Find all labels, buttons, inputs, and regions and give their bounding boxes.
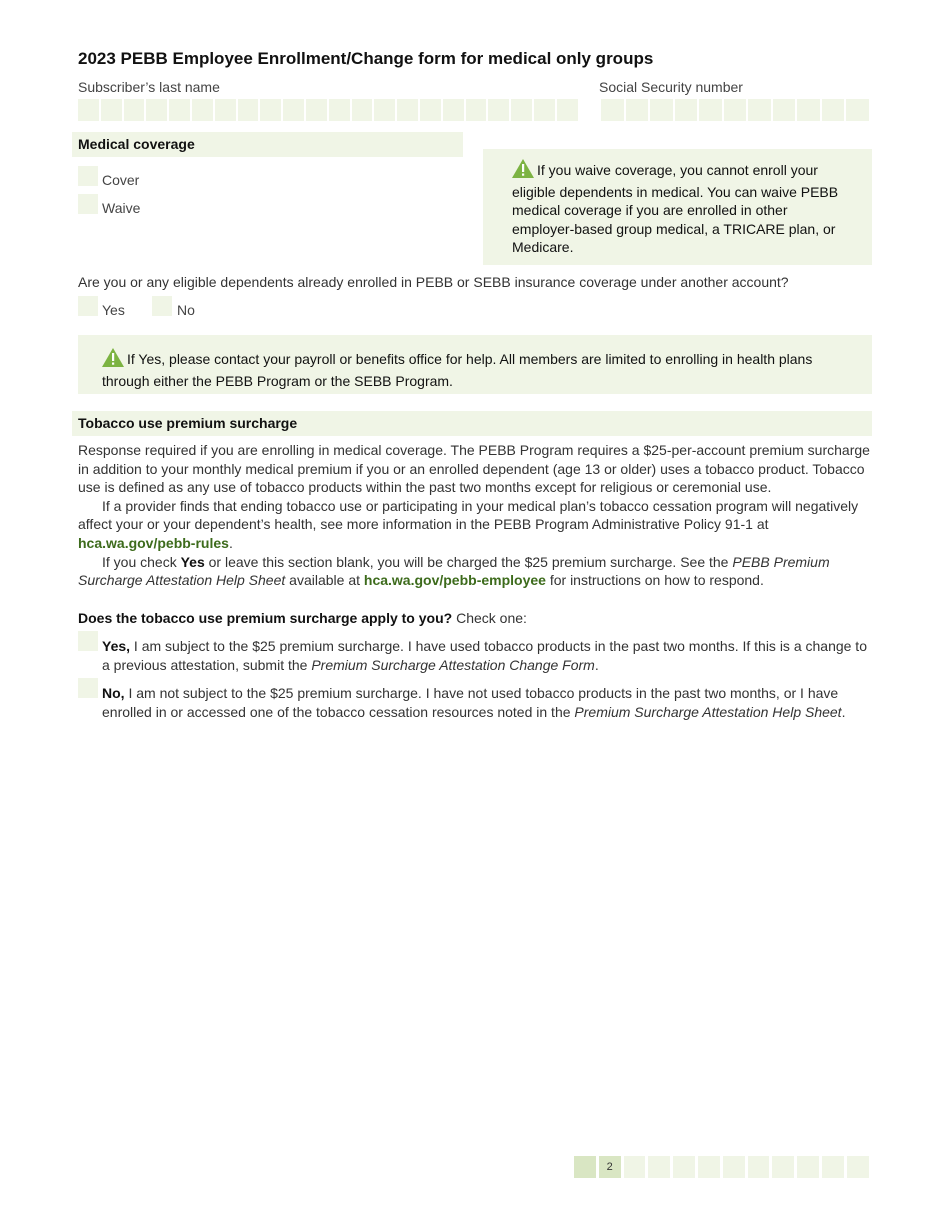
last-name-char-box[interactable] [260, 99, 281, 121]
last-name-label: Subscriber’s last name [78, 79, 220, 95]
surcharge-yes-checkbox[interactable] [78, 631, 98, 651]
page-box [797, 1156, 819, 1178]
tobacco-para-2-text: If a provider finds that ending tobacco use or participating in your medical plan’s tobacco cessation program will negatively affect your or your dependent’s health, see more information in the PEBB Program Administrative Policy 91-1 at [78, 497, 859, 533]
surcharge-no-checkbox[interactable] [78, 678, 98, 698]
last-name-char-box[interactable] [352, 99, 373, 121]
surcharge-yes-end: . [594, 656, 599, 673]
last-name-char-box[interactable] [192, 99, 213, 121]
waive-warning-text: If you waive coverage, you cannot enroll your eligible dependents in medical. You can waive PEBB medical coverage if you are enrolled in other employer-based group medical, a TRICARE plan, or Medicare. [512, 162, 839, 255]
ssn-label: Social Security number [599, 79, 743, 95]
page-box [698, 1156, 720, 1178]
other-account-no-checkbox[interactable] [152, 296, 172, 316]
pebb-employee-link[interactable]: hca.wa.gov/pebb-employee [363, 572, 546, 589]
waive-warning-box [483, 149, 872, 265]
page-box [574, 1156, 596, 1178]
other-account-yes-label: Yes [102, 302, 125, 318]
tobacco-para-2-end: . [228, 534, 233, 551]
surcharge-yes-bold: Yes, [102, 638, 131, 654]
tobacco-description [78, 441, 870, 590]
ssn-digit-box[interactable] [675, 99, 698, 121]
tobacco-para-1: Response required if you are enrolling in medical coverage. The PEBB Program requires a $25-per-account premium surcharge in addition to your monthly medical premium if you or an enrolled dependent (age 13 or older) uses a tobacco product. Tobacco use is defined as any use of tobacco products within the past two months except for religious or ceremonial use. [78, 442, 870, 496]
other-account-warning-text: If Yes, please contact your payroll or benefits office for help. All members are limited to enrolling in health plans through either the PEBB Program or the SEBB Program. [102, 351, 813, 389]
last-name-char-box[interactable] [101, 99, 122, 121]
page-box [624, 1156, 646, 1178]
form-title: 2023 PEBB Employee Enrollment/Change form for medical only groups [78, 49, 654, 68]
surcharge-no-option [102, 684, 872, 721]
tobacco-para-3-yes: Yes [180, 553, 205, 570]
ssn-digit-box[interactable] [748, 99, 771, 121]
surcharge-yes-text: I am subject to the $25 premium surcharge. I have used tobacco products in the past two months. If this is a change to a previous attestation, submit the [102, 638, 867, 673]
help-sheet-title: PEBB Premium Surcharge Attestation Help Sheet [78, 553, 830, 589]
tobacco-para-3-c: available at [285, 572, 364, 589]
surcharge-no-end: . [841, 703, 846, 720]
page-number: 2 [599, 1156, 621, 1178]
last-name-char-box[interactable] [443, 99, 464, 121]
cover-label: Cover [102, 172, 140, 188]
last-name-char-box[interactable] [397, 99, 418, 121]
surcharge-no-bold: No, [102, 685, 125, 701]
surcharge-no-text: I am not subject to the $25 premium surcharge. I have not used tobacco products in the past two months, or I have enrolled in or accessed one of the tobacco cessation resources noted in the [102, 685, 839, 720]
page-box [822, 1156, 844, 1178]
last-name-char-box[interactable] [124, 99, 145, 121]
page-box [673, 1156, 695, 1178]
last-name-char-box[interactable] [557, 99, 578, 121]
last-name-char-box[interactable] [283, 99, 304, 121]
last-name-char-box[interactable] [534, 99, 555, 121]
surcharge-question-rest: Check one: [452, 610, 527, 626]
ssn-digit-box[interactable] [699, 99, 722, 121]
page-box [648, 1156, 670, 1178]
warning-icon [512, 159, 534, 183]
medical-coverage-heading: Medical coverage [72, 132, 463, 157]
page-box [772, 1156, 794, 1178]
last-name-char-box[interactable] [78, 99, 99, 121]
last-name-char-box[interactable] [488, 99, 509, 121]
last-name-char-box[interactable] [306, 99, 327, 121]
cover-checkbox[interactable] [78, 166, 98, 186]
last-name-char-box[interactable] [215, 99, 236, 121]
warning-icon [102, 348, 124, 372]
last-name-char-box[interactable] [238, 99, 259, 121]
tobacco-para-3 [78, 553, 870, 590]
page-box [723, 1156, 745, 1178]
ssn-digit-box[interactable] [601, 99, 624, 121]
last-name-char-box[interactable] [511, 99, 532, 121]
tobacco-para-3-a: If you check [102, 553, 181, 570]
ssn-digit-box[interactable] [724, 99, 747, 121]
ssn-digit-box[interactable] [650, 99, 673, 121]
other-account-yes-checkbox[interactable] [78, 296, 98, 316]
other-account-no-label: No [177, 302, 195, 318]
ssn-digit-box[interactable] [797, 99, 820, 121]
tobacco-para-3-b: or leave this section blank, you will be charged the $25 premium surcharge. See the [204, 553, 733, 570]
ssn-digit-box[interactable] [626, 99, 649, 121]
ssn-field[interactable] [601, 99, 869, 121]
other-account-question: Are you or any eligible dependents already enrolled in PEBB or SEBB insurance coverage under another account? [78, 274, 789, 290]
tobacco-heading: Tobacco use premium surcharge [72, 411, 872, 436]
page-number-strip [574, 1156, 869, 1178]
ssn-digit-box[interactable] [822, 99, 845, 121]
surcharge-question-bold: Does the tobacco use premium surcharge apply to you? [78, 610, 453, 626]
last-name-char-box[interactable] [169, 99, 190, 121]
surcharge-question [78, 610, 527, 626]
surcharge-yes-option [102, 637, 872, 674]
tobacco-para-2 [78, 497, 870, 553]
last-name-char-box[interactable] [146, 99, 167, 121]
waive-label: Waive [102, 200, 141, 216]
last-name-char-box[interactable] [374, 99, 395, 121]
change-form-title: Premium Surcharge Attestation Change Form [311, 656, 595, 673]
pebb-rules-link[interactable]: hca.wa.gov/pebb-rules [78, 534, 229, 551]
last-name-char-box[interactable] [329, 99, 350, 121]
last-name-char-box[interactable] [420, 99, 441, 121]
help-sheet-title-2: Premium Surcharge Attestation Help Sheet [574, 703, 842, 720]
page-box [847, 1156, 869, 1178]
tobacco-para-3-d: for instructions on how to respond. [545, 572, 764, 589]
page-box [748, 1156, 770, 1178]
last-name-field[interactable] [78, 99, 578, 121]
last-name-char-box[interactable] [466, 99, 487, 121]
ssn-digit-box[interactable] [846, 99, 869, 121]
waive-checkbox[interactable] [78, 194, 98, 214]
other-account-warning-box [78, 335, 872, 394]
ssn-digit-box[interactable] [773, 99, 796, 121]
